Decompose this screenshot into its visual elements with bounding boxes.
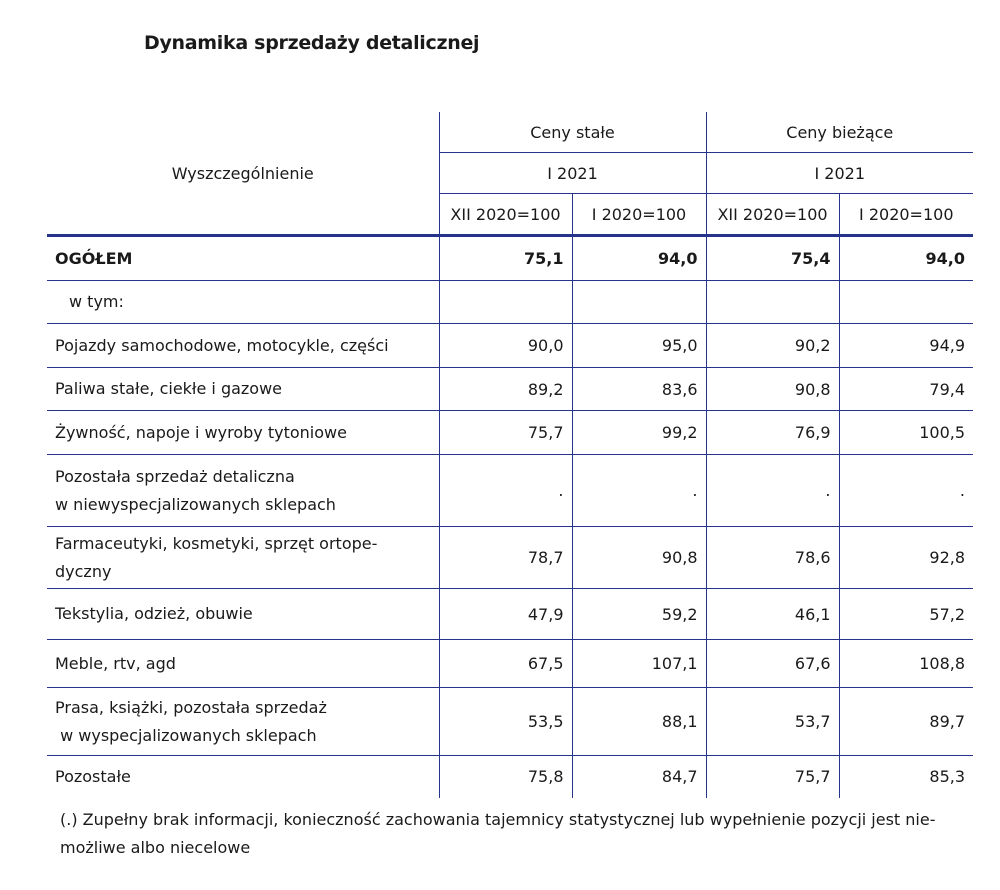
cell-value: 75,8 <box>439 756 572 798</box>
cell-value: 75,1 <box>439 236 572 281</box>
cell-value: 99,2 <box>572 411 706 455</box>
table-row <box>47 324 973 368</box>
row-label-line-2: dyczny <box>55 561 112 581</box>
cell-value: 53,7 <box>706 688 839 756</box>
cell-value: 85,3 <box>929 767 966 787</box>
cell-value: 100,5 <box>839 411 973 455</box>
row-label <box>47 527 439 589</box>
row-label: w tym: <box>47 281 439 324</box>
row-label-line-1: Pozostała sprzedaż detaliczna <box>55 466 295 486</box>
cell-value: 57,2 <box>839 589 973 640</box>
cell-value: 79,4 <box>839 368 973 411</box>
cell-value: 78,7 <box>439 527 572 589</box>
row-label: Pojazdy samochodowe, motocykle, części <box>47 324 439 368</box>
cell-value <box>839 281 973 324</box>
table-row-subheading <box>47 281 973 324</box>
table-row <box>47 411 973 455</box>
cell-value: 75,7 <box>439 411 572 455</box>
cell-value: 78,6 <box>706 527 839 589</box>
table-row-total <box>47 236 973 281</box>
row-label-line-2: w wyspecjalizowanych sklepach <box>55 725 317 745</box>
retail-sales-table <box>47 112 973 798</box>
cell-value: 92,8 <box>839 527 973 589</box>
cell-value: 47,9 <box>439 589 572 640</box>
cell-value <box>706 281 839 324</box>
cell-value: 108,8 <box>839 640 973 688</box>
row-label <box>47 455 439 527</box>
footnote-line-1: (.) Zupełny brak informacji, konieczność zachowania tajemnicy statystycznej lub wypełnienie pozycji jest nie- <box>60 810 936 829</box>
row-label: Pozostałe <box>47 756 439 798</box>
row-label: Żywność, napoje i wyroby tytoniowe <box>47 411 439 455</box>
table-row <box>47 589 973 640</box>
header-period-constant: I 2021 <box>439 153 706 194</box>
cell-value: 76,9 <box>706 411 839 455</box>
row-label-line-1: Prasa, książki, pozostała sprzedaż <box>55 697 327 717</box>
header-base-col-2: I 2020=100 <box>572 194 706 236</box>
table-row <box>47 756 973 798</box>
cell-value: 84,7 <box>572 756 706 798</box>
footnote <box>60 806 975 862</box>
table-row <box>47 455 973 527</box>
header-period-current: I 2021 <box>706 153 973 194</box>
cell-value: 75,4 <box>706 236 839 281</box>
header-specification: Wyszczególnienie <box>47 112 439 236</box>
header-current-prices: Ceny bieżące <box>706 112 973 153</box>
footnote-line-2: możliwe albo niecelowe <box>60 838 251 857</box>
cell-value <box>439 281 572 324</box>
table-row <box>47 527 973 589</box>
cell-value: 95,0 <box>572 324 706 368</box>
header-base-col-4: I 2020=100 <box>839 194 973 236</box>
cell-value: 89,2 <box>439 368 572 411</box>
cell-value: 94,0 <box>839 236 973 281</box>
cell-value: 90,8 <box>706 368 839 411</box>
cell-value: 83,6 <box>572 368 706 411</box>
header-base-col-3: XII 2020=100 <box>706 194 839 236</box>
cell-value: . <box>572 455 706 527</box>
cell-value: 46,1 <box>706 589 839 640</box>
cell-value: 53,5 <box>439 688 572 756</box>
row-label: Meble, rtv, agd <box>47 640 439 688</box>
table-title: Dynamika sprzedaży detalicznej <box>144 32 480 54</box>
cell-value: 90,8 <box>572 527 706 589</box>
cell-value: 94,9 <box>839 324 973 368</box>
row-label: Tekstylia, odzież, obuwie <box>47 589 439 640</box>
header-constant-prices: Ceny stałe <box>439 112 706 153</box>
cell-value: 67,5 <box>439 640 572 688</box>
table-row <box>47 640 973 688</box>
row-label: OGÓŁEM <box>47 236 439 281</box>
cell-value: 89,7 <box>839 688 973 756</box>
row-label: Paliwa stałe, ciekłe i gazowe <box>47 368 439 411</box>
cell-value <box>572 281 706 324</box>
row-label-line-2: w niewyspecjalizowanych sklepach <box>55 494 336 514</box>
cell-value: 67,6 <box>706 640 839 688</box>
table-row <box>47 368 973 411</box>
row-label-line-1: Farmaceutyki, kosmetyki, sprzęt ortope- <box>55 533 378 553</box>
cell-value: 90,2 <box>706 324 839 368</box>
cell-value: . <box>706 455 839 527</box>
cell-value: 59,2 <box>572 589 706 640</box>
row-label <box>47 688 439 756</box>
cell-value: 107,1 <box>572 640 706 688</box>
cell-value: 75,7 <box>706 756 839 798</box>
cell-value: 88,1 <box>572 688 706 756</box>
cell-value: . <box>839 455 973 527</box>
cell-value: 90,0 <box>439 324 572 368</box>
cell-value: 94,0 <box>572 236 706 281</box>
table-row <box>47 688 973 756</box>
header-base-col-1: XII 2020=100 <box>439 194 572 236</box>
cell-value: . <box>439 455 572 527</box>
